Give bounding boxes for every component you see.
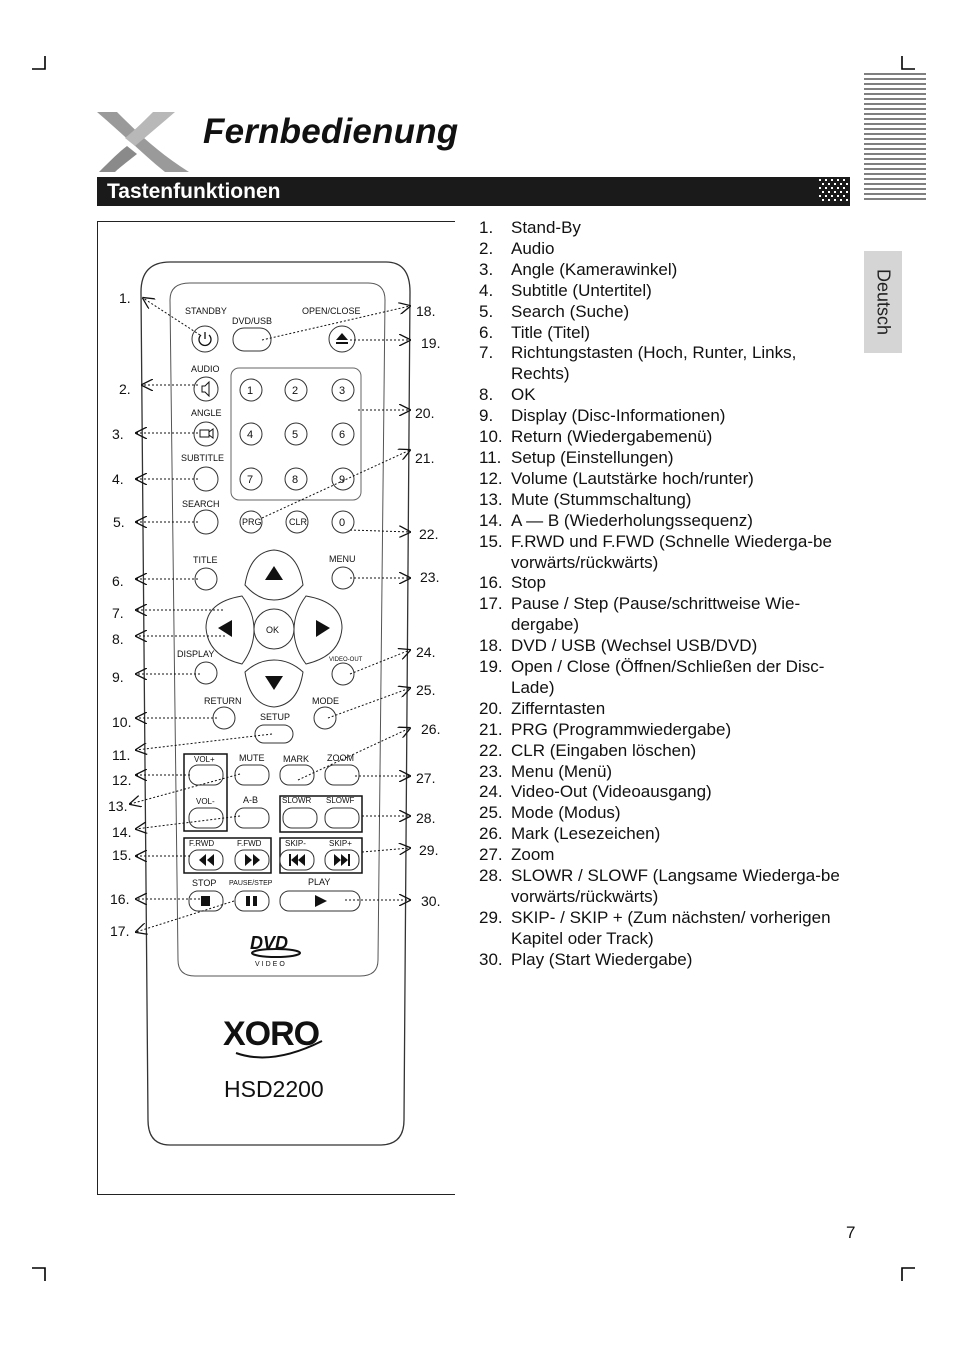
digit-6-label: 6 [339,429,346,441]
dvd-logo-sub: VIDEO [255,961,287,968]
ab-label: A-B [243,795,259,805]
language-tab[interactable] [864,251,902,353]
list-item-text: Video-Out (Videoausgang) [511,782,712,802]
list-item [479,469,859,490]
zoom-label: ZOOM [327,753,354,763]
list-item-text: Mute (Stummschaltung) [511,489,692,509]
list-item [479,385,859,406]
callout-17: 17. [110,923,130,939]
mode-label: MODE [312,696,339,706]
display-button[interactable] [195,662,217,684]
list-item [479,908,859,950]
section-title: Tastenfunktionen [107,180,281,203]
list-item-number: 14. [479,510,503,530]
stop-icon [201,896,210,906]
callout-20: 20. [415,405,435,421]
remote-diagram [97,221,454,1193]
setup-label: SETUP [260,712,291,722]
digit-2-label: 2 [292,385,299,397]
list-item [479,782,859,803]
dvd-logo: DVD [250,933,289,953]
vol-minus-button[interactable] [189,808,223,828]
list-item-number: 1. [479,218,494,237]
list-item [479,490,859,511]
slowr-label: SLOWR [282,796,312,805]
mode-button[interactable] [314,707,336,729]
list-item-number: 26. [479,824,503,844]
list-item [479,302,859,323]
x-logo [95,108,195,176]
standby-label: STANDBY [185,306,227,316]
list-item-text: OK [511,385,536,405]
digit-9-label: 9 [339,474,346,486]
list-item-text: Subtitle (Untertitel) [511,280,652,300]
display-label: DISPLAY [177,649,215,659]
clr-label: CLR [289,517,308,527]
list-item [479,845,859,866]
list-item-text: Play (Start Wiedergabe) [511,949,693,969]
menu-label: MENU [329,554,356,564]
mute-button[interactable] [235,765,269,785]
prg-label: PRG [242,517,262,527]
decorative-stripes [864,72,926,200]
list-item-number: 24. [479,782,503,802]
vol-minus-label: VOL- [196,797,215,806]
list-item-number: 21. [479,719,503,739]
list-item-number: 20. [479,698,503,718]
list-item [479,323,859,344]
mark-button[interactable] [280,765,314,785]
audio-button[interactable] [194,377,218,401]
vol-plus-label: VOL+ [194,755,215,764]
list-item [479,741,859,762]
dvd-usb-button[interactable] [233,328,271,351]
list-item-number: 19. [479,657,503,677]
callout-4: 4. [112,471,124,487]
callout-27: 27. [416,770,436,786]
list-item [479,699,859,720]
zoom-button[interactable] [325,765,359,785]
callout-30: 30. [421,893,441,909]
digit-7-label: 7 [247,474,254,486]
title-label: TITLE [193,555,218,565]
list-item-text: DVD / USB (Wechsel USB/DVD) [511,636,758,656]
list-item-number: 22. [479,740,503,760]
callout-7: 7. [112,605,124,621]
list-item-text: Pause / Step (Pause/schrittweise Wie-dergabe) [511,594,801,635]
callout-6: 6. [112,573,124,589]
list-item [479,406,859,427]
pause-step-label: PAUSE/STEP [229,880,273,887]
stop-label: STOP [192,878,217,888]
list-item-number: 10. [479,427,503,447]
video-out-label: VIDEO-OUT [329,657,363,663]
list-item-number: 5. [479,301,494,321]
list-item-text: Stop [511,573,546,593]
list-item-number: 4. [479,280,494,300]
skip-plus-label: SKIP+ [329,839,352,848]
list-item [479,260,859,281]
list-item-text: Setup (Einstellungen) [511,447,674,467]
remote-brand-logo: XORO [223,1015,320,1053]
list-item-number: 12. [479,468,503,488]
page-number: 7 [846,1223,856,1242]
setup-button[interactable] [255,725,293,743]
callout-18: 18. [416,303,436,319]
list-item-number: 2. [479,238,494,258]
list-item [479,573,859,594]
list-item-number: 17. [479,594,503,614]
list-item-number: 11. [479,447,502,467]
mark-label: MARK [283,754,310,764]
open-close-label: OPEN/CLOSE [302,306,361,316]
title-button[interactable] [195,568,217,590]
callout-11: 11. [112,747,131,763]
list-item [479,532,859,574]
list-item-text: Display (Disc-Informationen) [511,406,726,426]
list-item [479,343,859,385]
list-item-text: Mark (Lesezeichen) [511,824,661,844]
callout-25: 25. [416,682,436,698]
list-item [479,239,859,260]
list-item-text: SKIP- / SKIP + (Zum nächsten/ vorherigen Kapitel oder Track) [511,907,831,948]
section-bar-pattern [815,177,850,206]
list-item-text: Open / Close (Öffnen/Schließen der Disc-Lade) [511,657,825,697]
callout-8: 8. [112,631,124,647]
ffwd-label: F.FWD [237,839,262,848]
list-item-text: Angle (Kamerawinkel) [511,259,678,279]
list-item-text: Mode (Modus) [511,803,621,823]
language-tab-label: Deutsch [873,268,894,336]
vol-plus-button[interactable] [189,765,223,785]
list-item-text: Search (Suche) [511,301,630,321]
list-item [479,720,859,741]
mute-label: MUTE [239,753,265,763]
list-item [479,427,859,448]
callout-29: 29. [419,842,439,858]
digit-8-label: 8 [292,474,299,486]
search-label: SEARCH [182,499,220,509]
callout-21: 21. [415,450,435,466]
callout-24: 24. [416,644,436,660]
callout-22: 22. [419,526,439,542]
list-item [479,448,859,469]
digit-5-label: 5 [292,429,299,441]
list-item [479,636,859,657]
slowr-button[interactable] [283,808,317,828]
list-item [479,866,859,908]
function-list [479,218,859,971]
digit-3-label: 3 [339,385,346,397]
digit-1-label: 1 [247,385,254,397]
callout-13: 13. [108,798,128,814]
list-item-number: 16. [479,573,503,593]
frwd-label: F.RWD [189,839,215,848]
callout-10: 10. [112,714,132,730]
play-label: PLAY [308,877,331,887]
callout-26: 26. [421,721,441,737]
list-item-text: Menu (Menü) [511,761,613,781]
list-item [479,511,859,532]
ok-label: OK [266,625,280,635]
list-item-number: 28. [479,866,503,886]
list-item-number: 7. [479,343,494,363]
callout-3: 3. [112,426,124,442]
list-item-text: Volume (Lautstärke hoch/runter) [511,468,754,488]
list-item-number: 23. [479,761,503,781]
callout-15: 15. [112,847,132,863]
list-item-text: SLOWR / SLOWF (Langsame Wiederga-be vorwärts/rückwärts) [511,866,840,906]
list-item-number: 18. [479,636,503,656]
list-item-text: PRG (Programmwiedergabe) [511,719,732,739]
return-label: RETURN [204,696,242,706]
remote-model: HSD2200 [224,1076,324,1102]
list-item-number: 13. [479,489,503,509]
page-title: Fernbedienung [203,112,459,151]
list-item [479,281,859,302]
list-item [479,950,859,971]
list-item-number: 15. [479,531,503,551]
list-item-number: 27. [479,845,503,865]
list-item [479,657,859,699]
callout-19: 19. [421,335,441,351]
list-item-text: Audio [511,238,555,258]
list-item-number: 3. [479,259,494,279]
slowf-label: SLOWF [326,796,355,805]
callout-9: 9. [112,669,124,685]
list-item-number: 8. [479,385,494,405]
list-item-text: CLR (Eingaben löschen) [511,740,697,760]
list-item-text: Richtungstasten (Hoch, Runter, Links, Rechts) [511,343,797,384]
list-item-text: A — B (Wiederholungssequenz) [511,510,753,530]
dvd-usb-label: DVD/USB [232,316,273,326]
list-item-text: F.RWD und F.FWD (Schnelle Wiederga-be vorwärts/rückwärts) [511,531,832,572]
skip-minus-label: SKIP- [285,839,306,848]
list-item-number: 9. [479,406,494,426]
callout-5: 5. [113,514,125,530]
digit-0-label: 0 [339,517,346,529]
angle-button[interactable] [194,422,218,446]
list-item [479,594,859,636]
list-item [479,824,859,845]
digit-4-label: 4 [247,429,254,441]
audio-label: AUDIO [191,364,220,374]
list-item [479,762,859,783]
callout-28: 28. [416,810,436,826]
callout-14: 14. [112,824,132,840]
slowf-button[interactable] [325,808,359,828]
callout-23: 23. [420,569,440,585]
list-item-number: 25. [479,803,503,823]
list-item-text: Zoom [511,845,555,865]
callout-12: 12. [112,772,132,788]
list-item-text: Return (Wiedergabemenü) [511,427,713,447]
list-item [479,803,859,824]
list-item [479,218,859,239]
list-item-text: Title (Titel) [511,322,591,342]
callout-16: 16. [110,891,130,907]
ab-button[interactable] [235,808,269,828]
list-item-number: 29. [479,907,503,927]
section-header [97,177,850,206]
list-item-number: 6. [479,322,494,342]
subtitle-label: SUBTITLE [181,453,225,463]
list-item-text: Stand-By [511,218,581,237]
callout-1: 1. [119,290,131,306]
callout-2: 2. [119,381,131,397]
list-item-text: Zifferntasten [511,698,606,718]
pause-step-button[interactable] [235,891,269,911]
list-item-number: 30. [479,949,503,969]
angle-label: ANGLE [191,408,222,418]
